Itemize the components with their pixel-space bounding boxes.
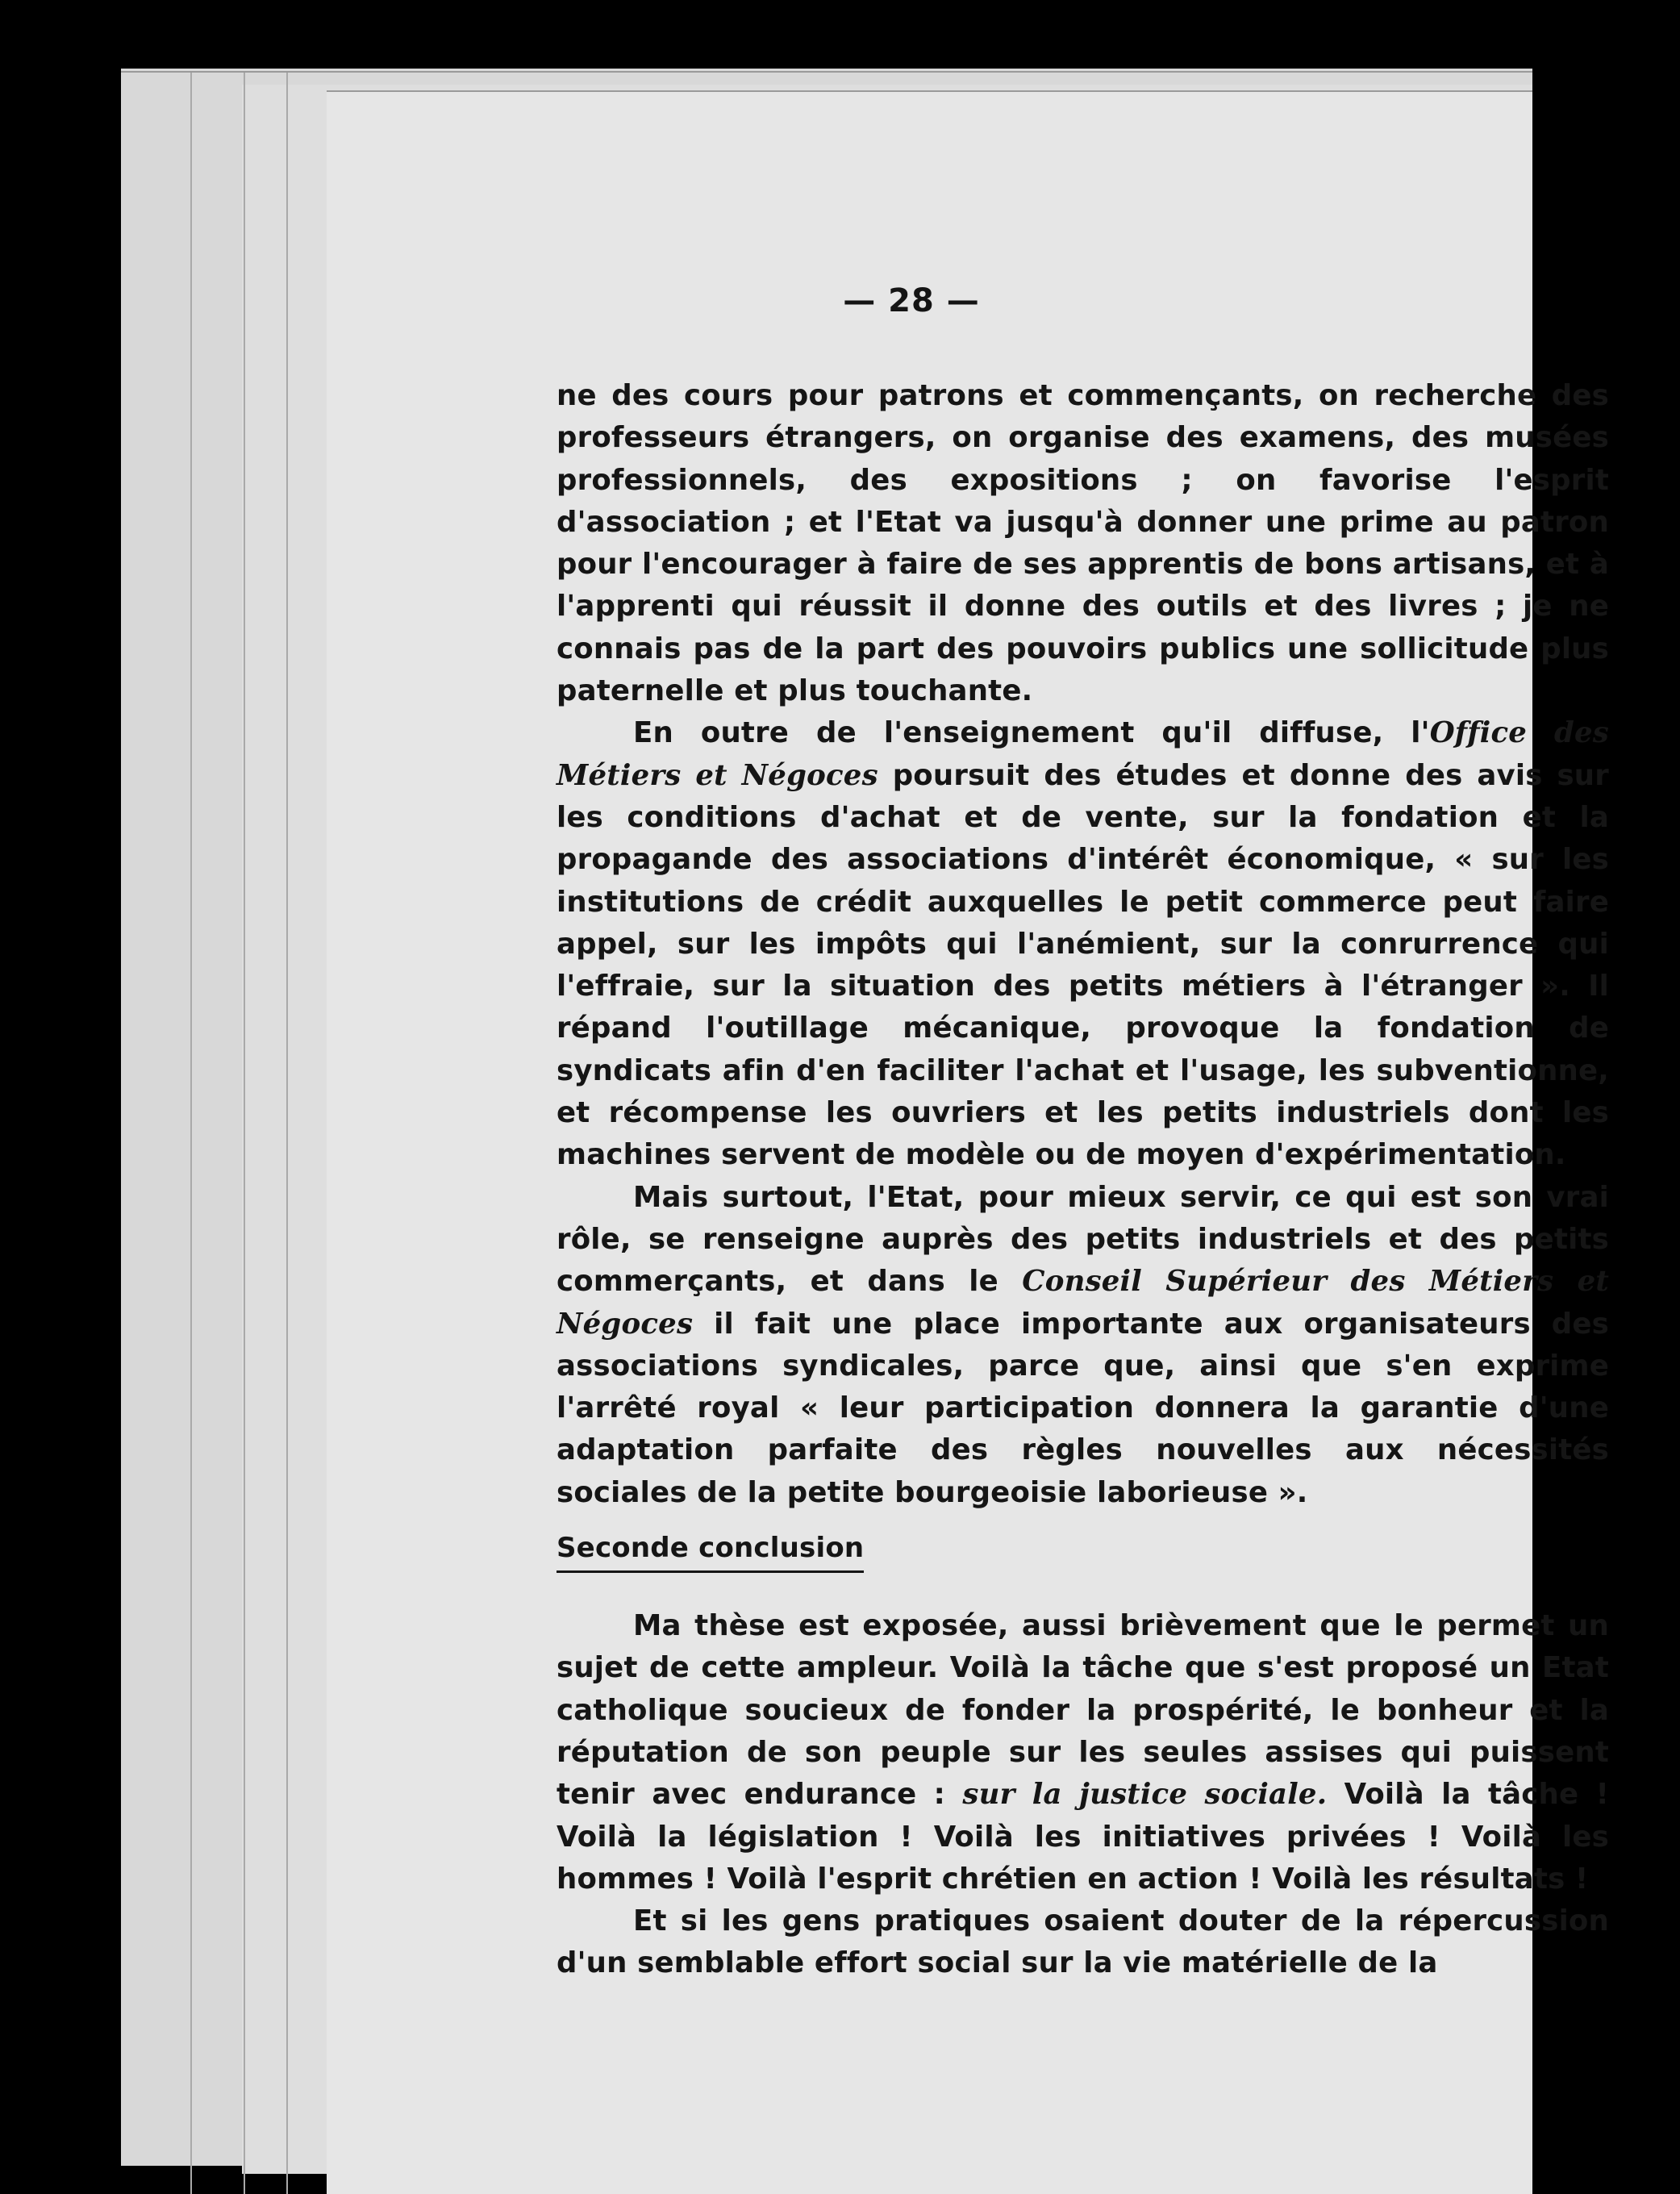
page-body (557, 375, 1609, 1985)
paragraph (557, 712, 1609, 1176)
paragraph (557, 1605, 1609, 1900)
sheet-top-edge (327, 90, 1532, 92)
paragraph (557, 1900, 1609, 1985)
text-run: ne des cours pour patrons et commençants, on recherche des professeurs étrangers, on organise des examens, des musées professionnels, des expositions ; on favorise l'esprit d'association ; et l'Etat va jusqu'à donner une prime au patron pour l'encourager à faire de ses apprentis de bons artisans, et à l'apprenti qui réussit il donne des outils et des livres ; je ne connais pas de la part des pouvoirs publics une sollicitude plus paternelle et plus touchante. (557, 379, 1609, 708)
italic-text: sur la justice sociale. (962, 1778, 1328, 1812)
text-run: Et si les gens pratiques osaient douter de la répercussion d'un semblable effort social sur la vie matérielle de la (557, 1904, 1609, 1980)
section-heading: Seconde conclusion (557, 1527, 864, 1573)
text-run: Voilà la tâche ! Voilà la législation ! Voilà les initiatives privées ! Voilà les hommes ! Voilà l'esprit chrétien en action ! Voilà les résultats ! (557, 1778, 1609, 1896)
text-run: En outre de l'enseignement qu'il diffuse, l' (633, 716, 1430, 750)
page-number: — 28 — (843, 282, 980, 319)
text-run: il fait une place importante aux organisateurs des associations syndicales, parce que, ainsi que s'en exprime l'arrêté royal « leur participation donnera la garantie d'une adaptation parfaite des règles nouvelles aux nécessités sociales de la petite bourgeoisie laborieuse ». (557, 1307, 1609, 1509)
paragraph (557, 375, 1609, 712)
text-run: poursuit des études et donne des avis sur les conditions d'achat et de vente, sur la fondation et la propagande des associations d'intérêt économique, « sur les institutions de crédit auxquelles le petit commerce peut faire appel, sur les impôts qui l'anémient, sur la conrurrence qui l'effraie, sur la situation des petits métiers à l'étranger ». Il répand l'outillage mécanique, provoque la fondation de syndicats afin d'en faciliter l'achat et l'usage, les subventionne, et récompense les ouvriers et les petits industriels dont les machines servent de modèle ou de moyen d'expérimentation. (557, 758, 1609, 1172)
text-run: Ma thèse est exposée, aussi brièvement que le permet un sujet de cette ampleur. Voilà la tâche que s'est proposé un Etat catholique soucieux de fonder la prospérité, le bonheur et la réputation de son peuple sur les seules assises qui puissent tenir avec endurance : (557, 1609, 1609, 1812)
sheet-edge-line (286, 73, 288, 2194)
italic-text: Office des Métiers et Négoces (557, 716, 1609, 792)
italic-text: Conseil Supérieur des Métiers et Négoces (557, 1265, 1609, 1341)
paragraph (557, 1177, 1609, 1514)
sheet-top-edge (121, 71, 1532, 73)
text-run: Mais surtout, l'Etat, pour mieux servir, ce qui est son vrai rôle, se renseigne auprès des petits industriels et des petits commerçants, et dans le (557, 1180, 1609, 1299)
sheet-edge-line (190, 73, 192, 2194)
sheet-edge-line (244, 73, 245, 2194)
